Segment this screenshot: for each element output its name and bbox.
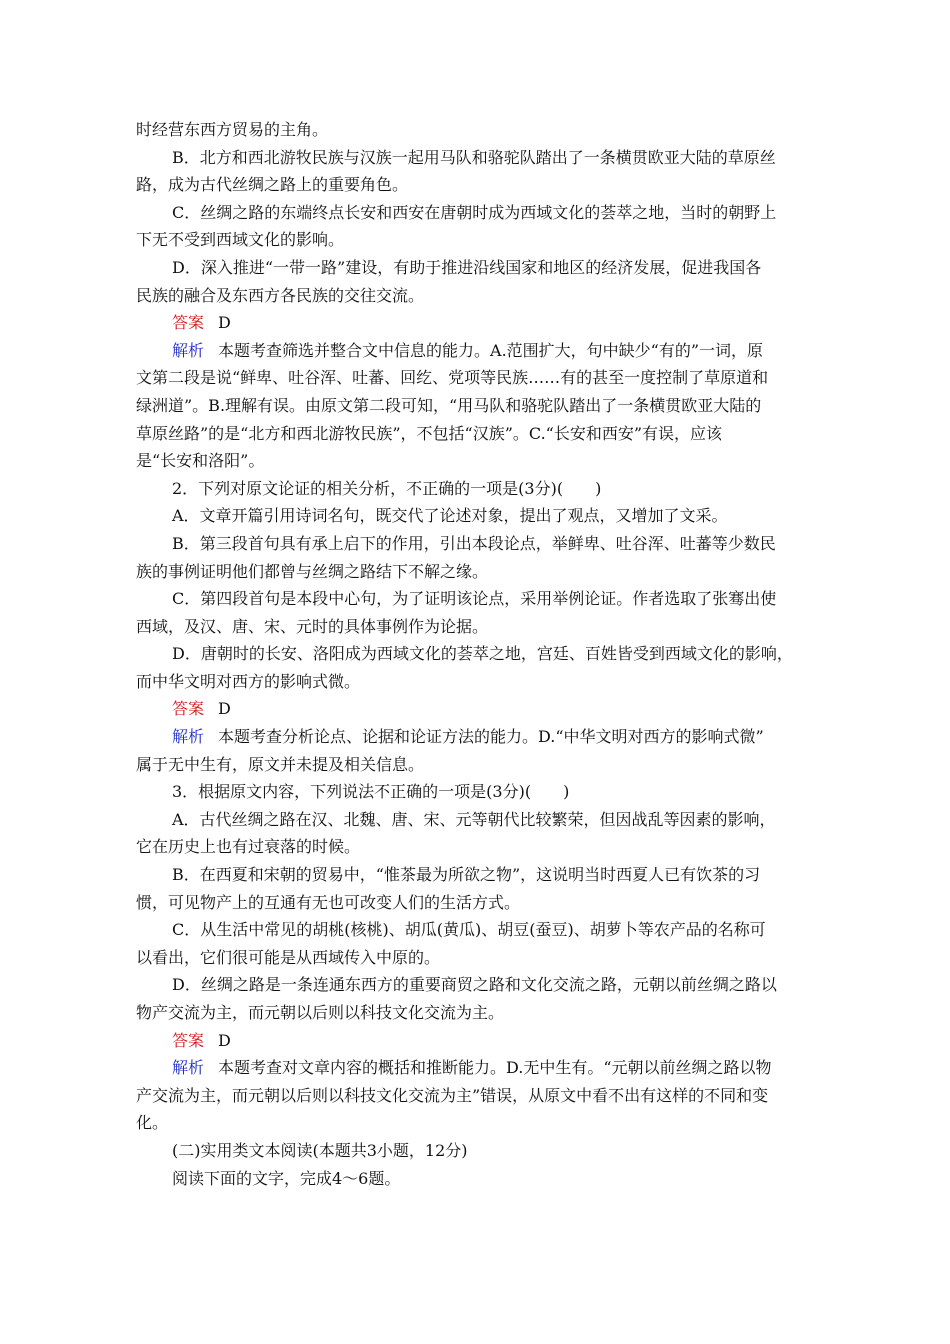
analysis-label: 解析 [172, 727, 205, 747]
text-line: 物产交流为主，而元朝以后则以科技文化交流为主。 [136, 1003, 505, 1022]
text-line: 民族的融合及东西方各民族的交往交流。 [136, 285, 425, 305]
text-line: 下无不受到西域文化的影响。 [136, 230, 345, 250]
answer-label: 答案 [172, 1030, 205, 1050]
analysis-line: 解析 本题考查分析论点、论据和论证方法的能力。D.“中华文明对西方的影响式微” [172, 727, 764, 747]
text-line: 属于无中生有，原文并未提及相关信息。 [136, 754, 425, 774]
text-line: D．深入推进“一带一路”建设，有助于推进沿线国家和地区的经济发展，促进我国各 [172, 257, 762, 277]
answer-value: D [218, 699, 231, 719]
text-line: 路，成为古代丝绸之路上的重要角色。 [136, 175, 409, 195]
text-line: 化。 [136, 1113, 169, 1133]
text-line: 草原丝路”的是“北方和西北游牧民族”，不包括“汉族”。C.“长安和西安”有误，应该 [136, 423, 723, 443]
instruction-line: 阅读下面的文字，完成4～6题。 [172, 1168, 401, 1188]
document-body [0, 116, 950, 1192]
text-line: C．丝绸之路的东端终点长安和西安在唐朝时成为西域文化的荟萃之地，当时的朝野上 [172, 202, 777, 222]
answer-label: 答案 [172, 699, 205, 719]
answer-value: D [218, 1030, 231, 1050]
text-line: 以看出，它们很可能是从西域传入中原的。 [136, 947, 441, 967]
section-heading: (二)实用类文本阅读(本题共3小题，12分) [172, 1140, 468, 1160]
question-line: 2．下列对原文论证的相关分析，不正确的一项是(3分)( ) [172, 478, 602, 498]
answer-value: D [218, 313, 231, 333]
text-line: 时经营东西方贸易的主角。 [136, 120, 329, 139]
text-line: A．古代丝绸之路在汉、北魏、唐、宋、元等朝代比较繁荣，但因战乱等因素的影响， [172, 809, 776, 829]
answer-label: 答案 [172, 313, 205, 333]
text-line: 产交流为主，而元朝以后则以科技文化交流为主”错误，从原文中看不出有这样的不同和变 [136, 1085, 769, 1105]
answer-line [0, 309, 950, 337]
analysis-label: 解析 [172, 340, 205, 360]
analysis-label: 解析 [172, 1058, 205, 1078]
text-line: A．文章开篇引用诗词名句，既交代了论述对象，提出了观点，又增加了文采。 [172, 506, 728, 526]
text-line: 它在历史上也有过衰落的时候。 [136, 837, 361, 857]
text-line: B．在西夏和宋朝的贸易中，“惟茶最为所欲之物”，这说明当时西夏人已有饮茶的习 [172, 865, 761, 885]
text-line: C．从生活中常见的胡桃(核桃)、胡瓜(黄瓜)、胡豆(蚕豆)、胡萝卜等农产品的名称可 [172, 920, 766, 940]
analysis-line: 解析 本题考查筛选并整合文中信息的能力。A.范围扩大，句中缺少“有的”一词，原 [172, 340, 764, 360]
text-line: D．丝绸之路是一条连通东西方的重要商贸之路和文化交流之路，元朝以前丝绸之路以 [172, 975, 777, 995]
question-line: 3．根据原文内容，下列说法不正确的一项是(3分)( ) [172, 782, 570, 802]
text-line: B．第三段首句具有承上启下的作用，引出本段论点，举鲜卑、吐谷浑、吐蕃等少数民 [172, 533, 776, 553]
text-line: 是“长安和洛阳”。 [136, 451, 265, 471]
answer-line [0, 1027, 950, 1055]
analysis-line: 解析 本题考查对文章内容的概括和推断能力。D.无中生有。“元朝以前丝绸之路以物 [172, 1058, 772, 1078]
text-line: 文第二段是说“鲜卑、吐谷浑、吐蕃、回纥、党项等民族……有的甚至一度控制了草原道和 [136, 368, 769, 388]
text-line: 族的事例证明他们都曾与丝绸之路结下不解之缘。 [136, 561, 489, 581]
answer-line [0, 695, 950, 723]
text-line: C．第四段首句是本段中心句，为了证明该论点，采用举例论证。作者选取了张骞出使 [172, 589, 777, 609]
text-line: B．北方和西北游牧民族与汉族一起用马队和骆驼队踏出了一条横贯欧亚大陆的草原丝 [172, 147, 776, 167]
text-line: 西域，及汉、唐、宋、元时的具体事例作为论据。 [136, 616, 489, 636]
text-line: 惯，可见物产上的互通有无也可改变人们的生活方式。 [136, 892, 521, 912]
text-line: D．唐朝时的长安、洛阳成为西域文化的荟萃之地，宫廷、百姓皆受到西域文化的影响， [172, 644, 793, 664]
text-line: 绿洲道”。B.理解有误。由原文第二段可知，“用马队和骆驼队踏出了一条横贯欧亚大陆的 [136, 395, 762, 415]
text-line: 而中华文明对西方的影响式微。 [136, 671, 361, 691]
